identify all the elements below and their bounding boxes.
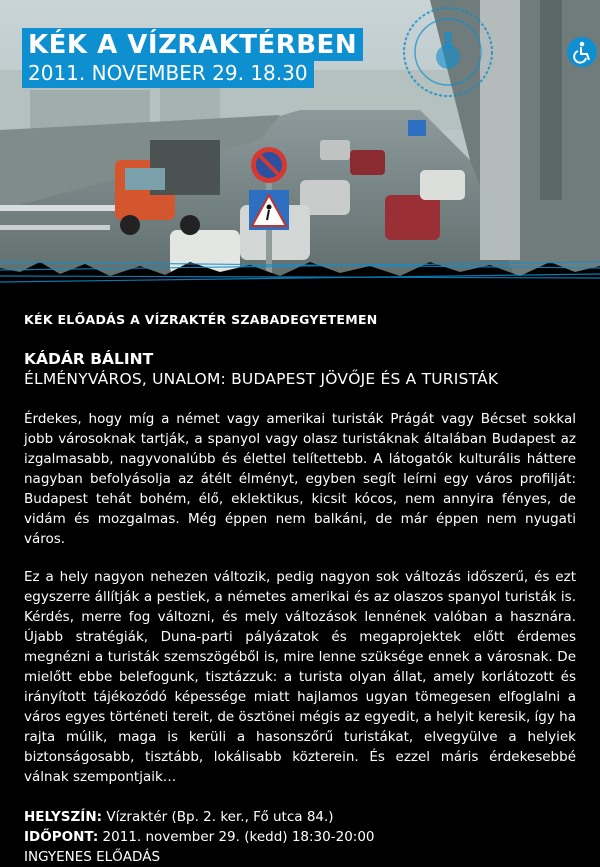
speaker-name: KÁDÁR BÁLINT — [24, 350, 154, 368]
time-value: 2011. november 29. (kedd) 18:30-20:00 — [102, 829, 375, 845]
event-title: KÉK A VÍZRAKTÉRBEN — [22, 28, 363, 61]
main-content — [24, 312, 576, 867]
time-label: IDŐPONT: — [24, 829, 99, 845]
paragraph-1: Érdekes, hogy míg a német vagy amerikai turisták Prágát vagy Bécset sokkal jobb városoknak tartják, a spanyol vagy olasz turistáknak általában Budapest az izgalmasabb, nagyvonalúbb és élettel telítettebb. A látogatók kulturális háttere nagyban befolyásolja az átélt élményt, egyben segít leírni egy város profilját: Budapest tehát bohém, élő, eklektikus, kicsit kócos, nem annyira fényes, de vidám és mozgalmas. Még éppen nem balkáni, de már éppen nem nyugati város. — [24, 411, 576, 547]
time-line — [24, 827, 576, 847]
kicker: KÉK ELŐADÁS A VÍZRAKTÉR SZABADEGYETEMEN — [24, 312, 378, 327]
kek-stamp-icon — [398, 2, 498, 102]
location-line — [24, 807, 576, 827]
location-value: Vízraktér (Bp. 2. ker., Fő utca 84.) — [106, 809, 334, 825]
event-date: 2011. NOVEMBER 29. 18.30 — [22, 61, 314, 88]
event-info — [24, 807, 576, 867]
no-parking-sign-icon — [251, 147, 287, 183]
location-label: HELYSZÍN: — [24, 809, 103, 825]
free-note: INGYENES ELŐADÁS — [24, 849, 161, 865]
headline — [22, 28, 363, 88]
wheelchair-icon — [566, 36, 598, 68]
paragraph-2: Ez a hely nagyon nehezen változik, pedig nagyon sok változás időszerű, és ezt egyszerre állítják a pestiek, a németes amerikai és az olaszos spanyol turisták is. Kérdés, merre fog változni, és mely változások lennének valóban a hasznára. Újabb stratégiák, Duna-parti pályázatok és megaprojektek előtt érdemes megnézni a turisták szemszögéből is, mire lenne szüksége ennek a városnak. De mielőtt ebbe belefogunk, tisztázzuk: a turista olyan állat, amely korlátozott és irányított tájékozódó képessége miatt hajlamos ugyan tömegesen elfoglalni a város egyes történeti tereit, de ösztönei mégis az egyedit, a helyit keresik, így ha rajta múlik, maga is kerüli a hasonszőrű turistákat, elvegyülve a helyiek biztonságosabb, tisztább, lokálisabb közterein. És ezzel máris érdekesebbé válnak szempontjaik… — [24, 569, 576, 785]
pedestrian-crossing-sign-icon — [249, 190, 289, 230]
lecture-title: ÉLMÉNYVÁROS, UNALOM: BUDAPEST JÖVŐJE ÉS A TURISTÁK — [24, 370, 499, 388]
